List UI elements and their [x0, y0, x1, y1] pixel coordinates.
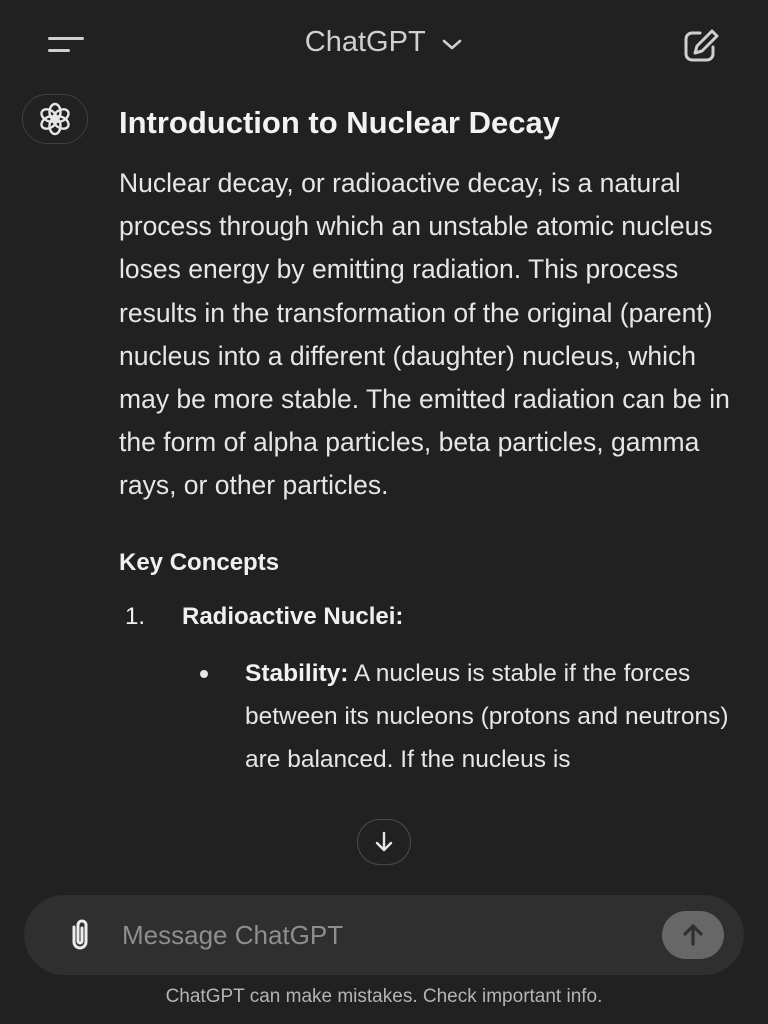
arrow-down-icon	[371, 829, 397, 855]
bullet-item	[245, 652, 745, 782]
arrow-up-icon	[679, 921, 707, 949]
chevron-down-icon	[441, 27, 463, 60]
list-item-title: Radioactive Nuclei:	[182, 602, 404, 630]
section-heading: Key Concepts	[119, 548, 280, 576]
app-title: ChatGPT	[304, 26, 426, 58]
message-heading: Introduction to Nuclear Decay	[119, 105, 560, 140]
list-item	[119, 598, 749, 636]
assistant-message	[119, 100, 749, 781]
disclaimer-text: ChatGPT can make mistakes. Check important info.	[165, 986, 603, 1007]
model-selector[interactable]	[0, 26, 768, 60]
send-button[interactable]	[662, 911, 724, 959]
list-number: 1.	[125, 602, 146, 630]
top-bar	[0, 0, 768, 92]
paperclip-icon	[60, 915, 100, 955]
assistant-avatar	[22, 94, 88, 144]
new-chat-button[interactable]	[682, 28, 722, 64]
scroll-to-bottom-button[interactable]	[357, 819, 411, 865]
bullet-label: Stability:	[245, 659, 349, 687]
new-chat-icon	[682, 28, 722, 64]
message-input[interactable]	[122, 913, 642, 957]
attach-button[interactable]	[60, 915, 100, 955]
bullet-dot	[200, 670, 208, 678]
openai-logo-icon	[37, 101, 73, 137]
bullet-text: A nucleus is stable if the forces between its nucleons (protons and neutrons) are balanced. If the nucleus is	[245, 659, 729, 774]
message-paragraph: Nuclear decay, or radioactive decay, is a natural process through which an unstable atomic nucleus loses energy by emitting radiation. This process results in the transformation of the original (parent) nucleus into a different (daughter) nucleus, which may be more stable. The emitted radiation can be in the form of alpha particles, beta particles, gamma rays, or other particles.	[119, 168, 730, 501]
message-composer	[24, 895, 744, 975]
